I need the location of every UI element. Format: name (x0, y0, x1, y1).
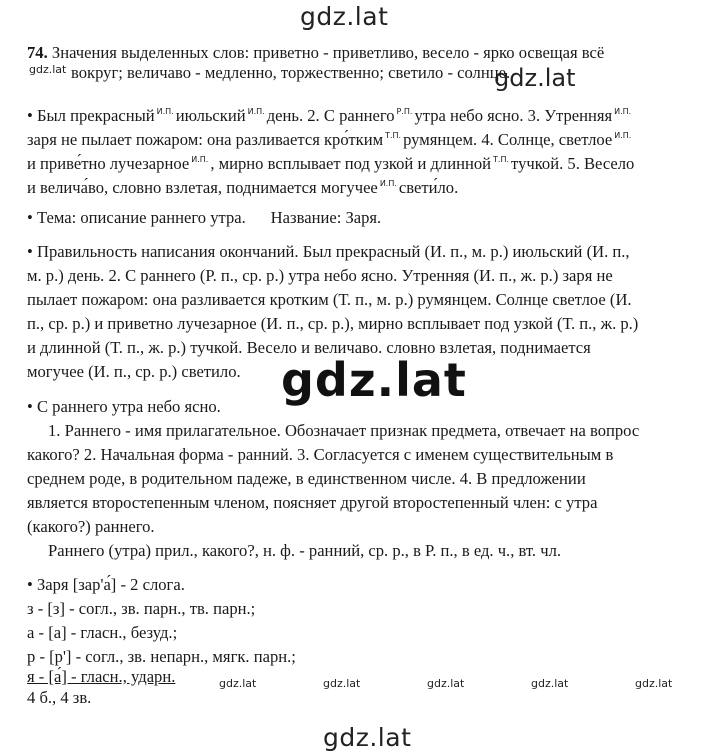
watermark-inline: gdz.lat (494, 64, 576, 92)
annotated-line-2 (27, 126, 633, 150)
annotated-line-3 (27, 150, 634, 174)
case-mark: Т.П. (493, 155, 510, 164)
watermark-row-2: gdz.lat (323, 677, 361, 690)
endings-line-3: пылает пожаром: она разливается кротким (Т. п., м. р.) румянцем. Солнце светлое (И. (27, 290, 632, 309)
text-segment: и приве́тно лучезарное (27, 154, 190, 173)
exercise-line-2: вокруг; величаво - медленно, торжественно; светило - солнце. (71, 63, 511, 82)
analysis-line-5: (какого?) раннего. (27, 517, 155, 536)
analysis-line-1: 1. Раннего - имя прилагательное. Обозначает признак предмета, отвечает на вопрос (48, 421, 640, 440)
phonetic-line-1: з - [з] - согл., зв. парн., тв. парн.; (27, 599, 256, 618)
case-mark: И.П. (191, 155, 209, 164)
endings-line-5: и длинной (Т. п., ж. р.) тучкой. Весело и величаво. словно взлетая, поднимается (27, 338, 591, 357)
watermark-row-4: gdz.lat (531, 677, 569, 690)
watermark-row-5: gdz.lat (635, 677, 673, 690)
text-segment: , мирно всплывает под узкой и длинной (210, 154, 492, 173)
watermark-bottom: gdz.lat (323, 723, 412, 752)
endings-line-1: • Правильность написания окончаний. Был прекрасный (И. п., м. р.) июльский (И. п., (27, 242, 630, 261)
theme-line: • Тема: описание раннего утра. Название: Заря. (27, 208, 382, 227)
exercise-number: 74. (27, 43, 48, 62)
text-segment: день. 2. С раннего (266, 106, 395, 125)
endings-line-2: м. р.) день. 2. С раннего (Р. п., ср. р.) утра небо ясно. Утренняя (И. п., ж. р.) заря не (27, 266, 613, 285)
text-segment: румянцем. 4. Солнце, светлое (403, 130, 613, 149)
analysis-line-3: среднем роде, в родительном падеже, в единственном числе. 4. В предложении (27, 469, 586, 488)
case-mark: И.П. (247, 107, 265, 116)
case-mark: Т.П. (385, 131, 402, 140)
phonetic-summary: 4 б., 4 зв. (27, 688, 92, 707)
exercise-line-1 (27, 43, 604, 63)
annotated-line-4 (27, 174, 458, 198)
endings-line-6: могучее (И. п., ср. р.) светило. (27, 362, 241, 381)
case-mark: И.П. (379, 179, 397, 188)
case-mark: И.П. (614, 107, 632, 116)
case-mark: И.П. (156, 107, 174, 116)
analysis-summary: Раннего (утра) прил., какого?, н. ф. - ранний, ср. р., в Р. п., в ед. ч., вт. чл. (48, 541, 561, 560)
endings-line-4: п., ср. р.) и приветно лучезарное (И. п., ср. р.), мирно всплывает под узкой (Т. п., ж. р.) (27, 314, 639, 333)
exercise-text-1: Значения выделенных слов: приветно - приветливо, весело - ярко освещая всё (51, 43, 605, 62)
analysis-line-4: является второстепенным членом, поясняет другой второстепенный член: с утра (27, 493, 598, 512)
phonetic-line-4: я - [а́] - гласн., ударн. (27, 667, 176, 686)
phonetic-line-3: р - [р'] - согл., зв. непарн., мягк. парн.; (27, 647, 296, 666)
text-segment: июльский (175, 106, 246, 125)
annotated-line-1 (27, 102, 633, 126)
text-segment: тучкой. 5. Весело (511, 154, 635, 173)
watermark-row-3: gdz.lat (427, 677, 465, 690)
case-mark: И.П. (614, 131, 632, 140)
phonetic-line-2: а - [а] - гласн., безуд.; (27, 623, 178, 642)
text-segment: заря не пылает пожаром: она разливается кро́тким (27, 130, 384, 149)
watermark-row-1: gdz.lat (219, 677, 257, 690)
text-segment: свети́ло. (398, 178, 459, 197)
text-segment: и велича́во, словно взлетая, поднимается могучее (27, 178, 378, 197)
phonetic-title: • Заря [зар'а́] - 2 слога. (27, 575, 185, 594)
analysis-sentence: • С раннего утра небо ясно. (27, 397, 221, 416)
watermark-top: gdz.lat (300, 2, 389, 31)
case-mark: Р.П. (396, 107, 413, 116)
analysis-line-2: какого? 2. Начальная форма - ранний. 3. Согласуется с именем существительным в (27, 445, 614, 464)
watermark-inline-small: gdz.lat (29, 63, 67, 76)
text-segment: утра небо ясно. 3. Утренняя (414, 106, 613, 125)
watermark-center: gdz.lat (281, 353, 467, 407)
text-segment: • Был прекрасный (27, 106, 155, 125)
